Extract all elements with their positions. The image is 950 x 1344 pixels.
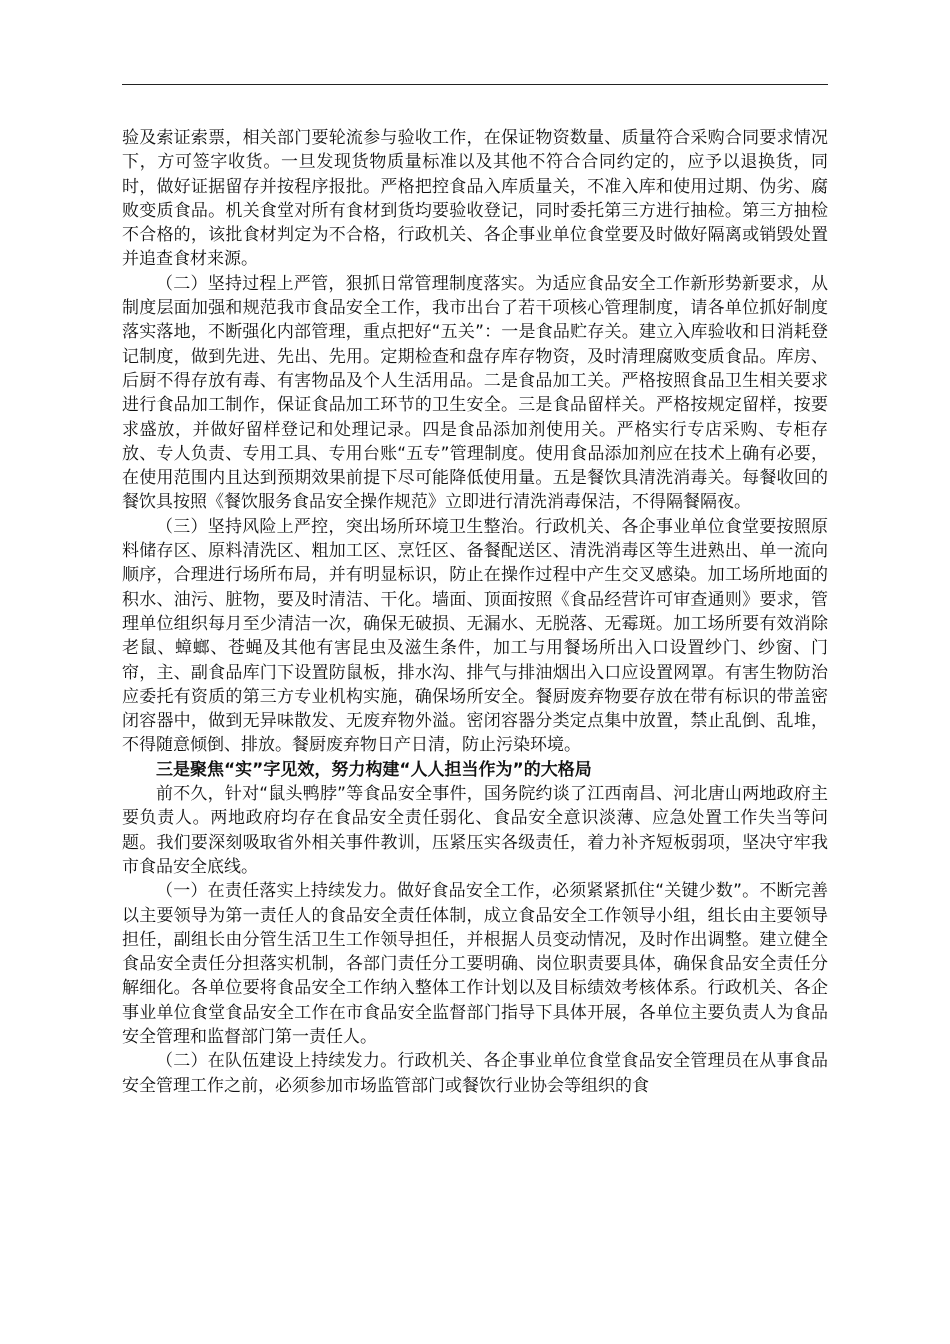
paragraph-process-control: （二）坚持过程上严管，狠抓日常管理制度落实。为适应食品安全工作新形势新要求，从制度层面加强和规范我市食品安全工作，我市出台了若干项核心管理制度，请各单位抓好制度落实落地，不断强化内部管理，重点把好“五关”：一是食品贮存关。建立入库验收和日消耗登记制度，做到先进、先出、先用。定期检查和盘存库存物资，及时清理腐败变质食品。库房、后厨不得存放有毒、有害物品及个人生活用品。二是食品加工关。严格按照食品卫生相关要求进行食品加工制作，保证食品加工环节的卫生安全。三是食品留样关。严格按规定留样，按要求盛放，并做好留样登记和处理记录。四是食品添加剂使用关。严格实行专店采购、专柜存放、专人负责、专用工具、专用台账“五专”管理制度。使用食品添加剂应在技术上确有必要，在使用范围内且达到预期效果前提下尽可能降低使用量。五是餐饮具清洗消毒关。每餐收回的餐饮具按照《餐饮服务食品安全操作规范》立即进行清洗消毒保洁，不得隔餐隔夜。: [122, 273, 828, 513]
document-body: [122, 126, 828, 1098]
paragraph-risk-control: （三）坚持风险上严控，突出场所环境卫生整治。行政机关、各企事业单位食堂要按照原料储存区、原料清洗区、粗加工区、烹饪区、备餐配送区、清洗消毒区等生进熟出、单一流向顺序，合理进行场所布局，并有明显标识，防止在操作过程中产生交叉感染。加工场所地面的积水、油污、脏物，要及时清洁、干化。墙面、顶面按照《食品经营许可审查通则》要求，管理单位组织每月至少清洁一次，确保无破损、无漏水、无脱落、无霉斑。加工场所要有效消除老鼠、蟑螂、苍蝇及其他有害昆虫及滋生条件，加工与用餐场所出入口设置纱门、纱窗、门帘，主、副食品库门下设置防鼠板，排水沟、排气与排油烟出入口应设置网罩。有害生物防治应委托有资质的第三方专业机构实施，确保场所安全。餐厨废弃物要存放在带有标识的带盖密闭容器中，做到无异味散发、无废弃物外溢。密闭容器分类定点集中放置，禁止乱倒、乱堆，不得随意倾倒、排放。餐厨废弃物日产日清，防止污染环境。: [122, 516, 828, 756]
paragraph-recent-events: 前不久，针对“鼠头鸭脖”等食品安全事件，国务院约谈了江西南昌、河北唐山两地政府主要负责人。两地政府均存在食品安全责任弱化、食品安全意识淡薄、应急处置工作失当等问题。我们要深刻吸取省外相关事件教训，压紧压实各级责任，着力补齐短板弱项，坚决守牢我市食品安全底线。: [122, 784, 828, 877]
paragraph-team-building: （二）在队伍建设上持续发力。行政机关、各企事业单位食堂食品安全管理员在从事食品安全管理工作之前，必须参加市场监管部门或餐饮行业协会等组织的食: [122, 1051, 828, 1096]
section-heading-three: 三是聚焦“实”字见效，努力构建“人人担当作为”的大格局: [156, 759, 592, 780]
paragraph-acceptance: 验及索证索票，相关部门要轮流参与验收工作，在保证物资数量、质量符合采购合同要求情况下，方可签字收货。一旦发现货物质量标准以及其他不符合合同约定的，应予以退换货，同时，做好证据留存并按程序报批。严格把控食品入库质量关，不准入库和使用过期、伪劣、腐败变质食品。机关食堂对所有食材到货均要验收登记，同时委托第三方进行抽检。第三方抽检不合格的，该批食材判定为不合格，行政机关、各企事业单位食堂要及时做好隔离或销毁处置并追查食材来源。: [122, 128, 828, 270]
paragraph-responsibility: （一）在责任落实上持续发力。做好食品安全工作，必须紧紧抓住“关键少数”。不断完善以主要领导为第一责任人的食品安全责任体制，成立食品安全工作领导小组，组长由主要领导担任，副组长由分管生活卫生工作领导担任，并根据人员变动情况，及时作出调整。建立健全食品安全责任分担落实机制，各部门责任分工要明确、岗位职责要具体，确保食品安全责任分解细化。各单位要将食品安全工作纳入整体工作计划以及目标绩效考核体系。行政机关、各企事业单位食堂食品安全工作在市食品安全监督部门指导下具体开展，各单位主要负责人为食品安全管理和监督部门第一责任人。: [122, 881, 828, 1047]
header-rule: [122, 84, 828, 85]
